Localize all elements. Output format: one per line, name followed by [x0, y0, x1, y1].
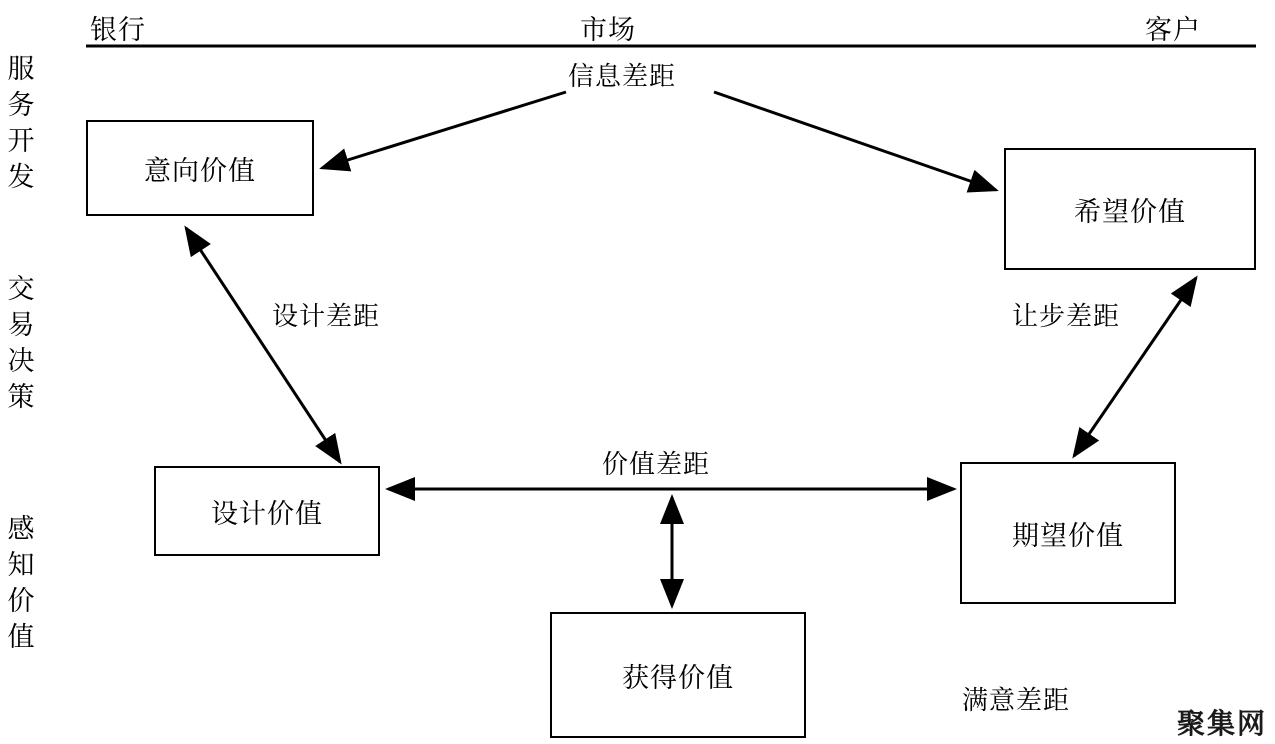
gap-label-satisfaction: 满意差距 [962, 686, 1071, 716]
gap-label-value: 价值差距 [602, 450, 711, 480]
node-hoped-value: 希望价值 [1004, 148, 1256, 270]
stage-char: 感 [7, 514, 35, 545]
stage-char: 发 [7, 162, 35, 193]
gap-label-information: 信息差距 [568, 62, 677, 92]
stage-char: 知 [7, 550, 35, 581]
stage-char: 易 [7, 310, 35, 341]
stage-label-transaction-decision [4, 272, 38, 416]
node-intended-value: 意向价值 [86, 120, 314, 216]
node-expected-value: 期望价值 [960, 462, 1176, 604]
gap-label-design: 设计差距 [272, 302, 381, 332]
gap-label-concession: 让步差距 [1012, 302, 1121, 332]
stage-char: 值 [7, 622, 35, 653]
node-design-value: 设计价值 [154, 466, 380, 556]
stage-label-perceived-value [4, 512, 38, 656]
stage-char: 决 [7, 346, 35, 377]
column-header-bank: 银行 [90, 15, 146, 46]
stage-char: 开 [7, 126, 35, 157]
stage-char: 交 [7, 274, 35, 305]
column-header-market: 市场 [580, 15, 636, 46]
stage-char: 价 [7, 586, 35, 617]
node-obtained-value: 获得价值 [550, 612, 806, 738]
stage-char: 服 [7, 54, 35, 85]
column-header-customer: 客户 [1145, 15, 1201, 46]
watermark: 聚集网 [1176, 707, 1267, 740]
stage-char: 策 [7, 382, 35, 413]
stage-char: 务 [7, 90, 35, 121]
stage-label-service-development [4, 52, 38, 196]
